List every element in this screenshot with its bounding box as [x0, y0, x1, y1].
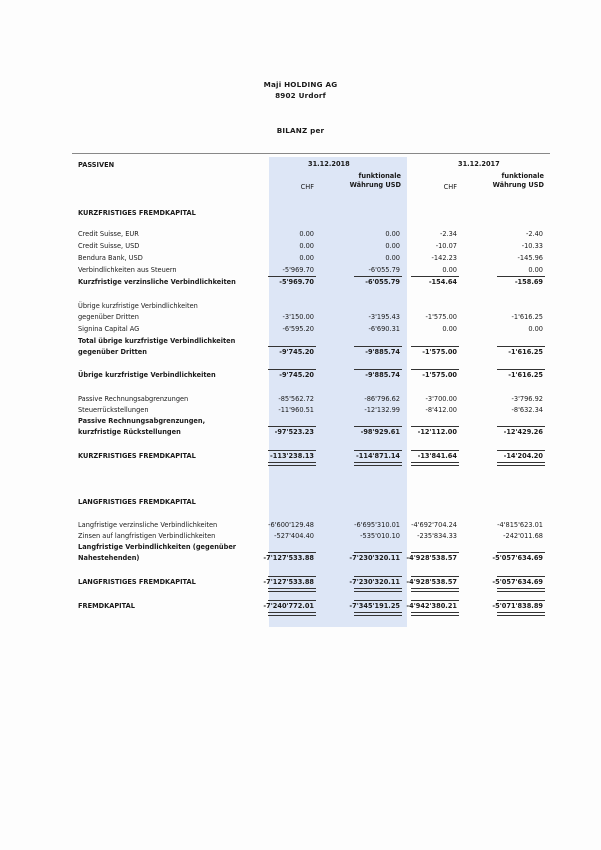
total-rule [411, 369, 459, 370]
total-rule [268, 346, 316, 347]
row-value: -5'969.70 [279, 278, 314, 286]
row-value: -6'055.79 [365, 278, 400, 286]
row-value: 0.00 [442, 325, 457, 333]
total-rule [497, 426, 545, 427]
total-rule [497, 276, 545, 277]
column-chf-current: CHF [300, 183, 314, 191]
row-label: Nahestehenden) [78, 554, 140, 562]
row-label: Bendura Bank, USD [78, 254, 143, 262]
column-chf-prior: CHF [443, 183, 457, 191]
row-value: -6'695'310.01 [354, 521, 400, 529]
company-name: Maji HOLDING AG [263, 80, 338, 89]
row-value: -145.96 [517, 254, 543, 262]
row-label: Passive Rechnungsabgrenzungen, [78, 417, 206, 425]
row-value: -3'796.92 [511, 395, 543, 403]
row-value: -1'616.25 [511, 313, 543, 321]
total-rule [411, 346, 459, 347]
total-rule [411, 576, 459, 577]
grand-total-double-rule [497, 462, 545, 466]
grand-total-double-rule [354, 588, 402, 592]
row-value: 0.00 [385, 242, 400, 250]
row-label: Kurzfristige verzinsliche Verbindlichkeiten [78, 278, 236, 286]
column-date-current: 31.12.2018 [308, 160, 350, 168]
row-value: 0.00 [442, 266, 457, 274]
row-value: -5'969.70 [282, 266, 314, 274]
row-value: 0.00 [299, 242, 314, 250]
row-value: -4'928'538.57 [406, 578, 457, 586]
row-value: -3'700.00 [425, 395, 457, 403]
row-value: -1'616.25 [508, 348, 543, 356]
row-value: -1'575.00 [422, 348, 457, 356]
grand-total-double-rule [497, 612, 545, 616]
row-label: Signina Capital AG [78, 325, 140, 333]
total-rule [268, 369, 316, 370]
total-rule [411, 276, 459, 277]
row-value: -7'230'320.11 [349, 554, 400, 562]
row-label: Zinsen auf langfristigen Verbindlichkeiten [78, 532, 216, 540]
row-value: -527'404.40 [274, 532, 314, 540]
row-value: -235'834.33 [417, 532, 457, 540]
header-top-rule [72, 153, 550, 154]
row-value: -85'562.72 [278, 395, 314, 403]
column-sub-functional-current: funktionale [358, 172, 401, 180]
total-rule [411, 450, 459, 451]
total-rule [268, 552, 316, 553]
section-heading-passiven: PASSIVEN [78, 161, 115, 169]
document-title: BILANZ per [276, 126, 325, 135]
total-rule [354, 552, 402, 553]
row-value: -5'057'634.69 [492, 554, 543, 562]
row-value: -6'055.79 [368, 266, 400, 274]
row-value: -9'885.74 [365, 371, 400, 379]
row-label: Übrige kurzfristige Verbindlichkeiten [78, 371, 216, 379]
row-label: Total übrige kurzfristige Verbindlichkeiten [78, 337, 236, 345]
total-rule [354, 576, 402, 577]
row-value: -13'841.64 [417, 452, 457, 460]
row-value: -242'011.68 [503, 532, 543, 540]
row-value: 0.00 [528, 266, 543, 274]
grand-total-double-rule [497, 588, 545, 592]
row-label: LANGFRISTIGES FREMDKAPITAL [78, 498, 196, 506]
row-label: gegenüber Dritten [78, 313, 139, 321]
row-value: -12'112.00 [417, 428, 457, 436]
row-value: -11'960.51 [278, 406, 314, 414]
total-rule [497, 552, 545, 553]
company-address: 8902 Urdorf [275, 91, 326, 100]
row-value: -12'132.99 [364, 406, 400, 414]
row-value: -4'942'380.21 [406, 602, 457, 610]
row-value: -7'230'320.11 [349, 578, 400, 586]
row-value: -3'195.43 [368, 313, 400, 321]
row-value: -10.33 [521, 242, 543, 250]
row-value: 0.00 [385, 230, 400, 238]
row-label: KURZFRISTIGES FREMDKAPITAL [78, 452, 196, 460]
row-value: -7'345'191.25 [349, 602, 400, 610]
row-value: -158.69 [514, 278, 543, 286]
column-sub-functional-prior: funktionale [501, 172, 544, 180]
row-value: -2.40 [525, 230, 543, 238]
row-value: -9'885.74 [365, 348, 400, 356]
row-value: -4'815'623.01 [497, 521, 543, 529]
row-value: -9'745.20 [279, 371, 314, 379]
row-label: Credit Suisse, USD [78, 242, 140, 250]
row-value: -113'238.13 [270, 452, 314, 460]
total-rule [411, 600, 459, 601]
total-rule [268, 426, 316, 427]
grand-total-double-rule [268, 588, 316, 592]
row-value: -8'632.34 [511, 406, 543, 414]
row-label: kurzfristige Rückstellungen [78, 428, 181, 436]
row-label: Langfristige verzinsliche Verbindlichkeiten [78, 521, 218, 529]
row-value: -2.34 [439, 230, 457, 238]
row-value: -14'204.20 [503, 452, 543, 460]
total-rule [411, 552, 459, 553]
row-value: -7'127'533.88 [263, 578, 314, 586]
row-value: -6'600'129.48 [268, 521, 314, 529]
row-value: -5'057'634.69 [492, 578, 543, 586]
row-value: -1'575.00 [425, 313, 457, 321]
row-value: -4'692'704.24 [411, 521, 457, 529]
row-value: -10.07 [435, 242, 457, 250]
total-rule [354, 369, 402, 370]
total-rule [497, 600, 545, 601]
total-rule [354, 276, 402, 277]
grand-total-double-rule [354, 462, 402, 466]
total-rule [268, 450, 316, 451]
row-value: -12'429.26 [503, 428, 543, 436]
column-usd-prior: Währung USD [492, 181, 544, 189]
row-label: Übrige kurzfristige Verbindlichkeiten [78, 302, 198, 310]
row-label: KURZFRISTIGES FREMDKAPITAL [78, 209, 196, 217]
row-value: -7'240'772.01 [263, 602, 314, 610]
grand-total-double-rule [354, 612, 402, 616]
total-rule [497, 369, 545, 370]
total-rule [497, 450, 545, 451]
column-usd-current: Währung USD [349, 181, 401, 189]
row-value: 0.00 [299, 254, 314, 262]
grand-total-double-rule [411, 588, 459, 592]
row-value: -114'871.14 [356, 452, 400, 460]
grand-total-double-rule [268, 612, 316, 616]
row-value: -5'071'838.89 [492, 602, 543, 610]
row-value: -97'523.23 [274, 428, 314, 436]
row-value: -8'412.00 [425, 406, 457, 414]
row-value: -3'150.00 [282, 313, 314, 321]
total-rule [268, 576, 316, 577]
total-rule [354, 426, 402, 427]
row-label: Steuerrückstellungen [78, 406, 149, 414]
row-value: -9'745.20 [279, 348, 314, 356]
row-label: Verbindlichkeiten aus Steuern [78, 266, 177, 274]
row-label: Passive Rechnungsabgrenzungen [78, 395, 189, 403]
row-value: -535'010.10 [360, 532, 400, 540]
row-value: -6'690.31 [368, 325, 400, 333]
row-label: LANGFRISTIGES FREMDKAPITAL [78, 578, 196, 586]
total-rule [268, 276, 316, 277]
total-rule [354, 450, 402, 451]
row-value: -7'127'533.88 [263, 554, 314, 562]
total-rule [411, 426, 459, 427]
row-value: 0.00 [385, 254, 400, 262]
row-value: 0.00 [528, 325, 543, 333]
row-label: Credit Suisse, EUR [78, 230, 139, 238]
grand-total-double-rule [411, 462, 459, 466]
row-value: -142.23 [431, 254, 457, 262]
row-value: -1'616.25 [508, 371, 543, 379]
row-value: -98'929.61 [360, 428, 400, 436]
grand-total-double-rule [411, 612, 459, 616]
grand-total-double-rule [268, 462, 316, 466]
total-rule [497, 346, 545, 347]
row-value: -154.64 [428, 278, 457, 286]
column-date-prior: 31.12.2017 [458, 160, 500, 168]
row-value: -86'796.62 [364, 395, 400, 403]
total-rule [497, 576, 545, 577]
total-rule [354, 600, 402, 601]
row-value: 0.00 [299, 230, 314, 238]
row-value: -4'928'538.57 [406, 554, 457, 562]
row-label: Langfristige Verbindlichkeiten (gegenüber [78, 543, 237, 551]
total-rule [354, 346, 402, 347]
total-rule [268, 600, 316, 601]
row-label: gegenüber Dritten [78, 348, 147, 356]
row-value: -1'575.00 [422, 371, 457, 379]
row-label: FREMDKAPITAL [78, 602, 135, 610]
row-value: -6'595.20 [282, 325, 314, 333]
